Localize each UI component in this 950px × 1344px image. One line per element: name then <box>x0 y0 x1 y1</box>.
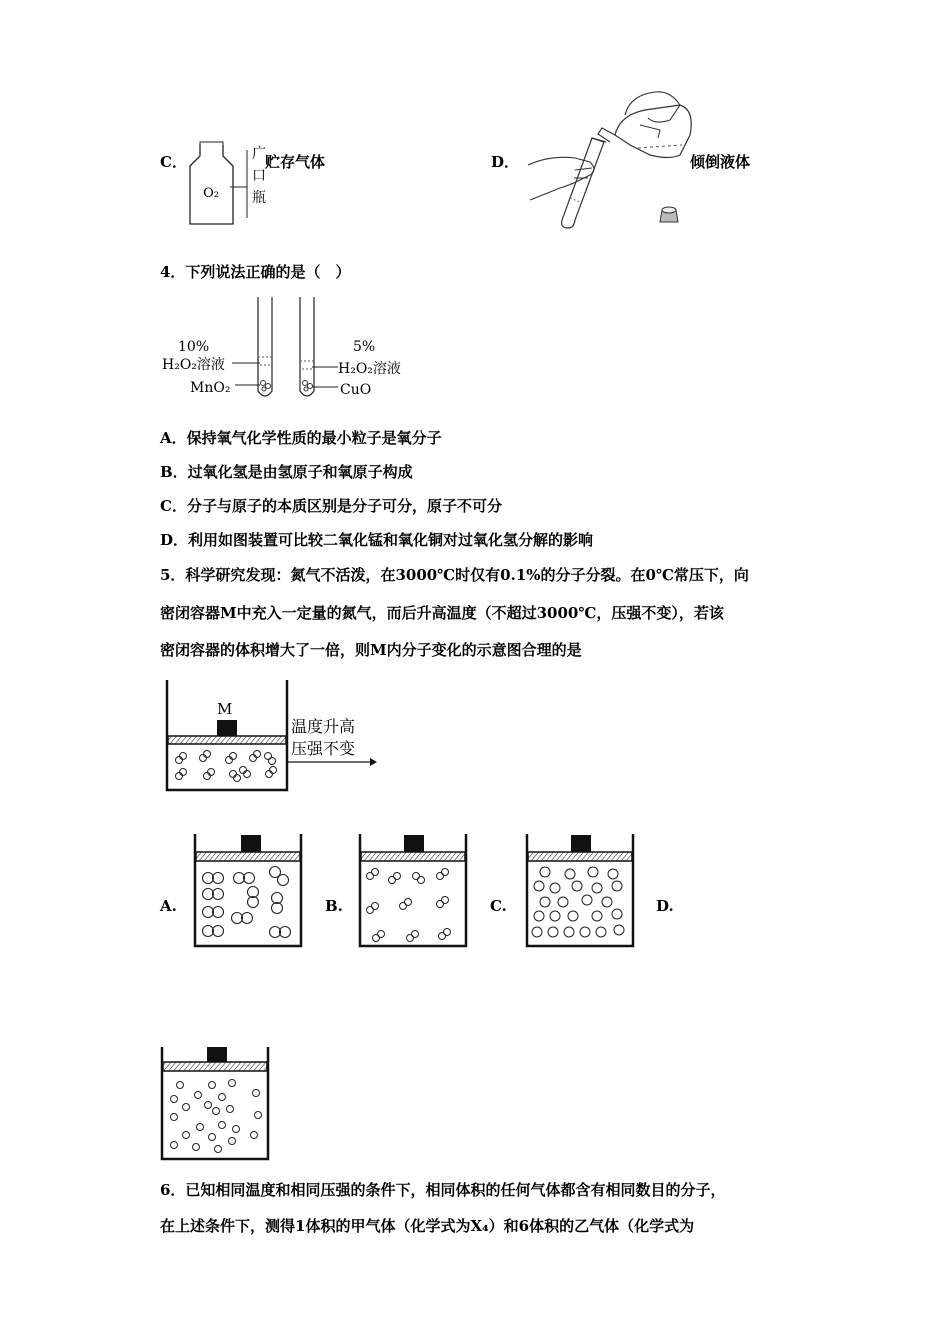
q5-line-3: 密闭容器的体积增大了一倍，则M内分子变化的示意图合理的是 <box>160 641 582 659</box>
left-catalyst-label: MnO₂ <box>190 380 231 396</box>
q6-line-2: 在上述条件下，测得1体积的甲气体（化学式为X₄）和6体积的乙气体（化学式为 <box>160 1217 695 1235</box>
q4-stem: 4．下列说法正确的是（ ） <box>160 263 351 281</box>
q5-option-c-label: C. <box>490 897 507 915</box>
arrow-text-temperature: 温度升高 <box>291 717 356 736</box>
q3-option-c-text: 贮存气体 <box>265 153 326 171</box>
initial-container-figure <box>165 678 380 796</box>
q5-line-2: 密闭容器M中充入一定量的氮气，而后升高温度（不超过3000℃，压强不变），若该 <box>160 604 724 622</box>
q4-option-c: C．分子与原子的本质区别是分子可分，原子不可分 <box>160 497 502 515</box>
left-solution-label: H₂O₂溶液 <box>162 357 225 373</box>
q5-option-b-label: B. <box>325 897 343 915</box>
q3-option-d-label: D． <box>491 153 520 171</box>
left-concentration: 10% <box>178 339 210 355</box>
bottle-side-label-2: 口 <box>252 168 266 184</box>
q6-line-1: 6．已知相同温度和相同压强的条件下，相同体积的任何气体都含有相同数目的分子， <box>160 1181 726 1199</box>
q3-option-c-label: C． <box>160 153 187 171</box>
q4-option-d: D．利用如图装置可比较二氧化锰和氧化铜对过氧化氢分解的影响 <box>160 531 594 549</box>
q4-option-a: A．保持氧气化学性质的最小粒子是氧分子 <box>160 429 442 447</box>
q3-option-d-text: 倾倒液体 <box>690 153 751 171</box>
q5-line-1: 5．科学研究发现：氮气不活泼，在3000℃时仅有0.1%的分子分裂。在0℃常压下，向 <box>160 566 749 584</box>
q4-option-b: B．过氧化氢是由氢原子和氧原子构成 <box>160 463 413 481</box>
q5-option-d-label: D. <box>656 897 674 915</box>
option-a-container <box>193 832 305 950</box>
option-b-container <box>358 832 470 950</box>
wide-mouth-bottle-figure <box>185 140 275 232</box>
q5-option-a-label: A. <box>160 897 177 915</box>
option-d-container <box>160 1045 272 1163</box>
right-concentration: 5% <box>353 339 376 355</box>
h2o2-catalyst-figure <box>160 295 420 405</box>
bottle-side-label-1: 广 <box>252 146 266 162</box>
bottle-side-label-3: 瓶 <box>252 190 266 206</box>
right-catalyst-label: CuO <box>340 382 372 398</box>
right-solution-label: H₂O₂溶液 <box>338 361 401 377</box>
pouring-liquid-figure <box>520 90 700 230</box>
option-c-container <box>525 832 637 950</box>
container-label-m: M <box>217 700 233 718</box>
arrow-text-pressure: 压强不变 <box>291 739 356 758</box>
bottle-gas-label: O₂ <box>203 186 219 201</box>
